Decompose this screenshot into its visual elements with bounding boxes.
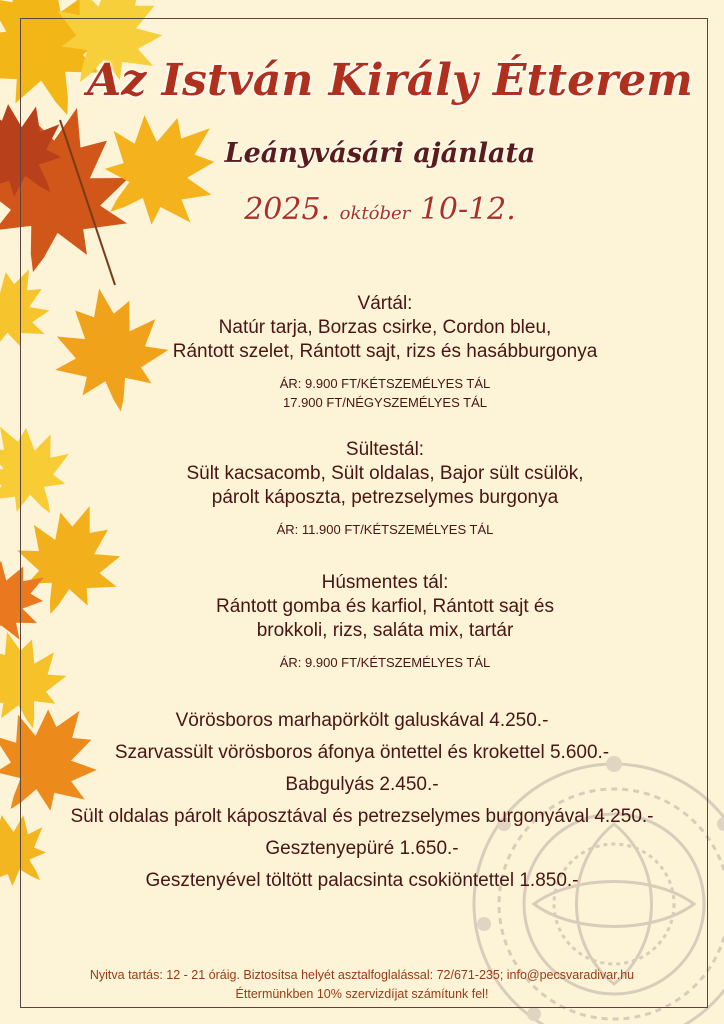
date-month: október [339,203,411,224]
restaurant-title: Az István Király Étterem [87,55,693,106]
platter-price-line: ÁR: 9.900 FT/KÉTSZEMÉLYES TÁL [279,655,491,670]
dish-item: Gesztenyepüré 1.650.- [265,838,459,859]
platter-price-line: ÁR: 11.900 FT/KÉTSZEMÉLYES TÁL [276,522,494,537]
dish-item: Vörösboros marhapörkölt galuskával 4.250.- [175,710,549,731]
date-days: 10-12. [419,192,516,227]
offer-subtitle: Leányvásári ajánlata [224,138,536,169]
platter-price-line: 17.900 FT/NÉGYSZEMÉLYES TÁL [283,395,487,410]
platter-sultestal [110,438,660,539]
platter-price [110,520,660,539]
platter-price [110,374,660,412]
platter-vartal [110,292,660,412]
platter-desc-line: Rántott szelet, Rántott sajt, rizs és hasábburgonya [172,341,598,362]
platter-husmentes [110,571,660,672]
platter-name: Húsmentes tál: [321,572,449,593]
dish-list [30,705,694,897]
date-year: 2025. [244,192,331,227]
opening-hours-contact: Nyitva tartás: 12 - 21 óráig. Biztosítsa helyét asztalfoglalással: 72/671-235; info@pecsvaradivar.hu [89,968,635,982]
platter-name: Vártál: [357,293,413,314]
dish-item: Gesztenyével töltött palacsinta csokiöntettel 1.850.- [145,870,579,891]
dish-item: Babgulyás 2.450.- [285,774,439,795]
footer-info [30,966,694,1004]
platter-price-line: ÁR: 9.900 FT/KÉTSZEMÉLYES TÁL [279,376,491,391]
platter-desc-line: Sült kacsacomb, Sült oldalas, Bajor sült csülök, [186,463,584,484]
dish-item: Szarvassült vörösboros áfonya öntettel és krokettel 5.600.- [114,742,610,763]
platter-name: Sültestál: [345,439,425,460]
platter-desc-line: párolt káposzta, petrezselymes burgonya [211,487,559,508]
platter-desc-line: brokkoli, rizs, saláta mix, tartár [256,620,514,641]
dish-item: Sült oldalas párolt káposztával és petrezselymes burgonyával 4.250.- [70,806,654,827]
platter-price [110,653,660,672]
platter-desc-line: Rántott gomba és karfiol, Rántott sajt és [216,596,554,617]
service-charge-note: Éttermünkben 10% szervizdíjat számítunk fel! [235,987,489,1001]
event-date [150,192,610,227]
platter-desc-line: Natúr tarja, Borzas csirke, Cordon bleu, [218,317,552,338]
